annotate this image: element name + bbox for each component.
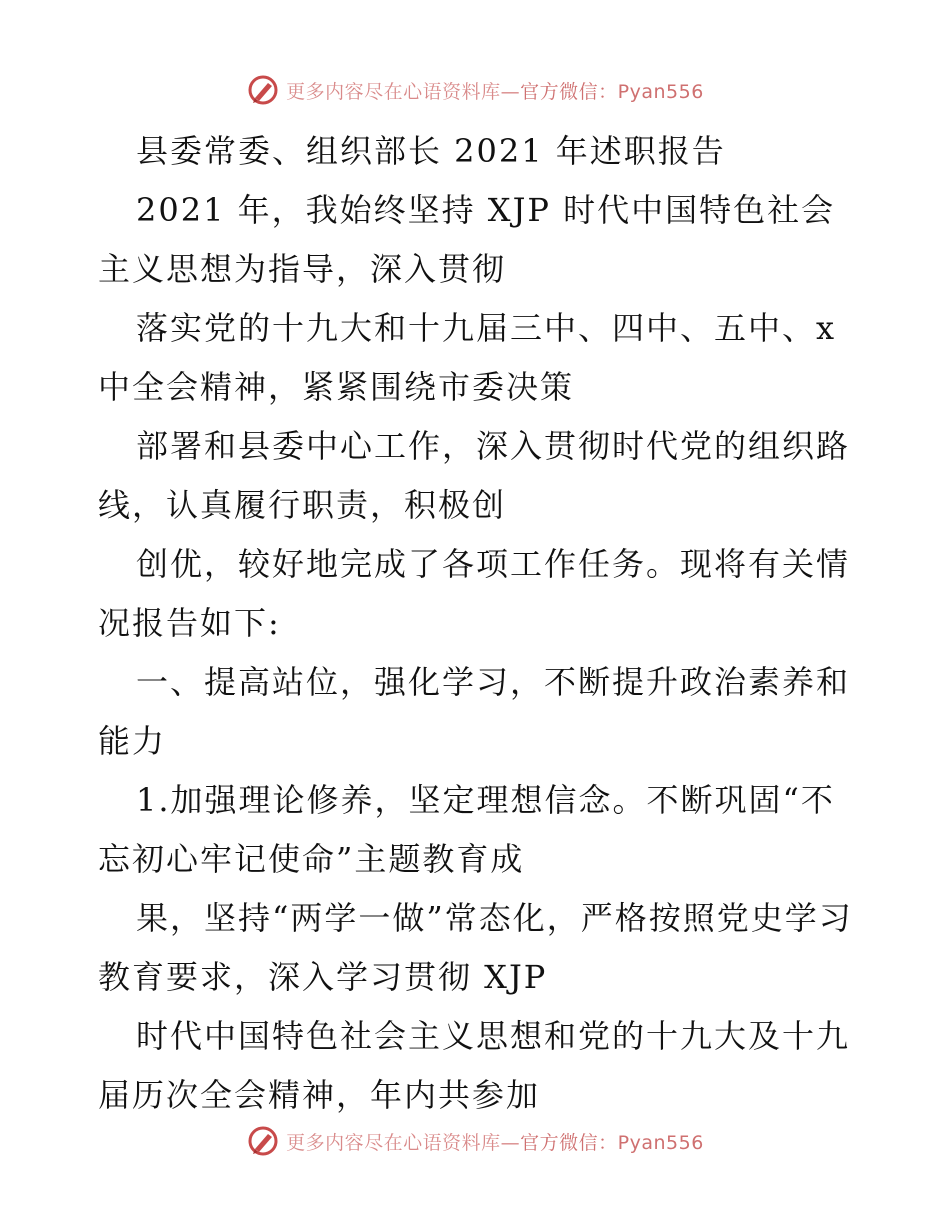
pen-logo-icon [246,73,280,107]
paragraph: 落实党的十九大和十九届三中、四中、五中、x 中全会精神，紧紧围绕市委决策 [98,309,837,406]
watermark-header [0,70,950,110]
report-title: 县委常委、组织部长 2021 年述职报告 [136,132,726,170]
pen-logo-icon [246,1124,280,1158]
paragraph: 时代中国特色社会主义思想和党的十九大及十九届历次全会精神，年内共参加 [98,1017,851,1114]
watermark-footer [0,1121,950,1161]
watermark-text: 更多内容尽在心语资料库—官方微信：Pyan556 [286,1131,704,1154]
paragraph: 2021 年，我始终坚持 XJP 时代中国特色社会主义思想为指导，深入贯彻 [98,191,836,288]
document-body [98,122,858,1125]
subsection-paragraph: 1.加强理论修养，坚定理想信念。不断巩固“不忘初心牢记使命”主题教育成 [98,781,835,878]
section-heading: 一、提高站位，强化学习，不断提升政治素养和能力 [98,663,851,760]
paragraph: 创优，较好地完成了各项工作任务。现将有关情况报告如下: [98,545,851,642]
paragraph: 部署和县委中心工作，深入贯彻时代党的组织路线，认真履行职责，积极创 [98,427,851,524]
paragraph: 果，坚持“两学一做”常态化，严格按照党史学习教育要求，深入学习贯彻 XJP [98,899,853,996]
watermark-text: 更多内容尽在心语资料库—官方微信：Pyan556 [286,80,704,103]
